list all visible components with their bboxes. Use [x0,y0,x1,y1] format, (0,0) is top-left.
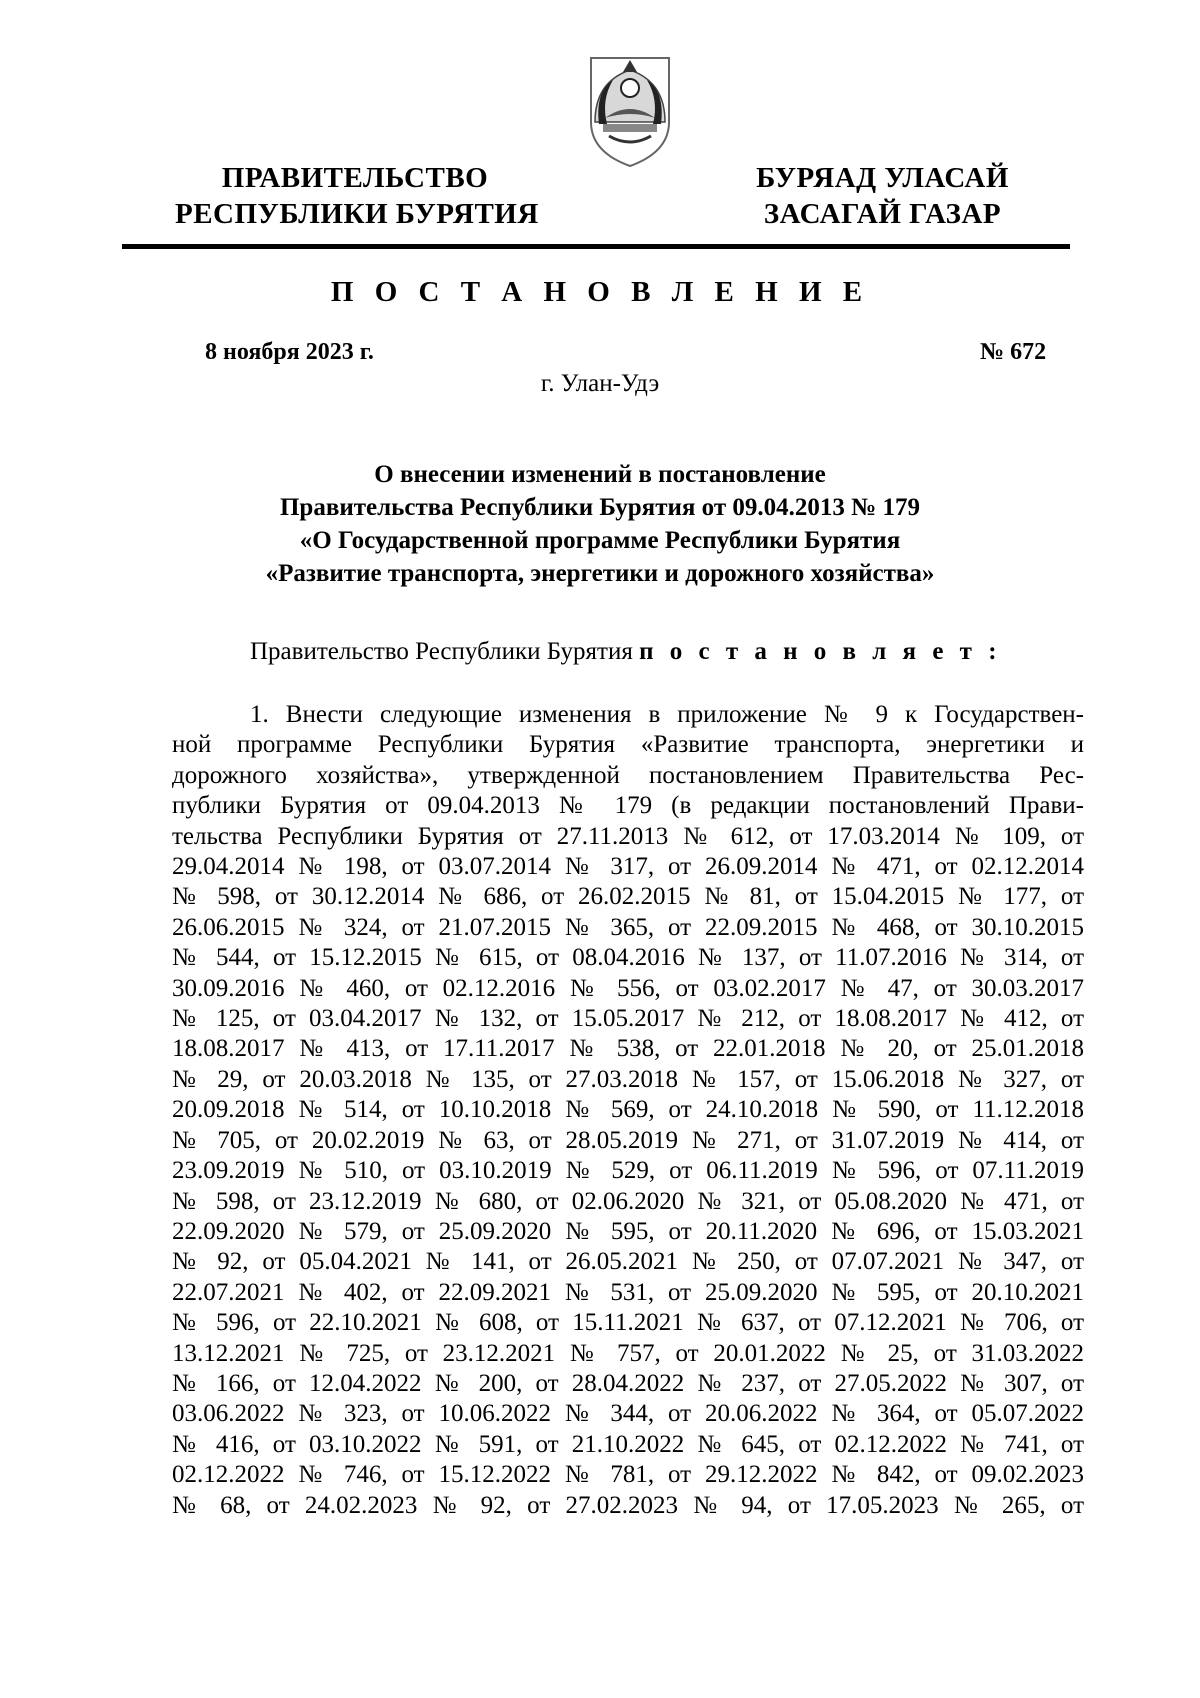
org-name-russian [175,160,539,232]
org-name-russian-line-1: ПРАВИТЕЛЬСТВО [221,162,489,194]
document-number: № 672 [980,339,1047,365]
body-line: № 544, от 15.12.2015 № 615, от 08.04.2016 № 137, от 11.07.2016 № 314, от [172,944,1084,972]
body-line: 03.06.2022 № 323, от 10.06.2022 № 344, от 20.06.2022 № 364, от 05.07.2022 [172,1400,1084,1428]
body-line: 20.09.2018 № 514, от 10.10.2018 № 569, от 24.10.2018 № 590, от 11.12.2018 [172,1096,1084,1124]
document-city: г. Улан-Удэ [540,370,660,397]
body-line: 18.08.2017 № 413, от 17.11.2017 № 538, от 22.01.2018 № 20, от 25.01.2018 [172,1035,1084,1063]
org-name-buryat-line-2: ЗАСАГАЙ ГАЗАР [763,198,1002,230]
document-title-line: Правительства Республики Бурятия от 09.04.2013 № 179 [279,494,920,521]
document-title-line: О внесении изменений в постановление [374,461,826,488]
document-date: 8 ноября 2023 г. [205,339,374,365]
coat-of-arms-icon [585,52,675,170]
body-line: дорожного хозяйства», утвержденной постановлением Правительства Рес- [172,761,1084,789]
body-line: 22.09.2020 № 579, от 25.09.2020 № 595, от 20.11.2020 № 696, от 15.03.2021 [172,1217,1084,1245]
body-line: 1. Внести следующие изменения в приложение № 9 к Государствен- [250,701,1084,728]
body-line: 30.09.2016 № 460, от 02.12.2016 № 556, от 03.02.2017 № 47, от 30.03.2017 [172,974,1084,1002]
document-title-line: «О Государственной программе Республики Бурятия [299,527,901,554]
document-type: П О С Т А Н О В Л Е Н И Е [330,276,870,308]
body-line: 29.04.2014 № 198, от 03.07.2014 № 317, от 26.09.2014 № 471, от 02.12.2014 [172,853,1084,881]
header-divider [122,244,1070,249]
document-title [0,458,1200,590]
document-title-line: «Развитие транспорта, энергетики и дорожного хозяйства» [265,560,935,587]
body-line: № 416, от 03.10.2022 № 591, от 21.10.2022 № 645, от 02.12.2022 № 741, от [172,1430,1084,1458]
org-name-buryat [740,160,1025,232]
preamble [250,638,1002,666]
body-line: № 92, от 05.04.2021 № 141, от 26.05.2021 № 250, от 07.07.2021 № 347, от [172,1248,1084,1276]
body-line: 02.12.2022 № 746, от 15.12.2022 № 781, от 29.12.2022 № 842, от 09.02.2023 [172,1461,1084,1489]
body-paragraph [172,700,1084,1521]
body-line: № 125, от 03.04.2017 № 132, от 15.05.2017 № 212, от 18.08.2017 № 412, от [172,1005,1084,1033]
body-line: № 166, от 12.04.2022 № 200, от 28.04.2022 № 237, от 27.05.2022 № 307, от [172,1369,1084,1397]
org-name-buryat-line-1: БУРЯАД УЛАСАЙ [756,162,1009,194]
body-line: № 68, от 24.02.2023 № 92, от 27.02.2023 № 94, от 17.05.2023 № 265, от [172,1491,1084,1519]
body-line: № 598, от 30.12.2014 № 686, от 26.02.2015 № 81, от 15.04.2015 № 177, от [172,883,1084,911]
body-line: № 596, от 22.10.2021 № 608, от 15.11.2021 № 637, от 07.12.2021 № 706, от [172,1309,1084,1337]
preamble-subject: Правительство Республики Бурятия [250,638,633,665]
body-line: № 705, от 20.02.2019 № 63, от 28.05.2019 № 271, от 31.07.2019 № 414, от [172,1126,1084,1154]
org-name-russian-line-2: РЕСПУБЛИКИ БУРЯТИЯ [175,198,539,230]
preamble-action: п о с т а н о в л я е т : [639,638,1002,665]
body-line: 26.06.2015 № 324, от 21.07.2015 № 365, от 22.09.2015 № 468, от 30.10.2015 [172,913,1084,941]
body-line: тельства Республики Бурятия от 27.11.2013 № 612, от 17.03.2014 № 109, от [172,822,1084,850]
body-line: № 29, от 20.03.2018 № 135, от 27.03.2018 № 157, от 15.06.2018 № 327, от [172,1065,1084,1093]
body-line: 22.07.2021 № 402, от 22.09.2021 № 531, от 25.09.2020 № 595, от 20.10.2021 [172,1278,1084,1306]
body-line: 23.09.2019 № 510, от 03.10.2019 № 529, от 06.11.2019 № 596, от 07.11.2019 [172,1157,1084,1185]
body-line: 13.12.2021 № 725, от 23.12.2021 № 757, от 20.01.2022 № 25, от 31.03.2022 [172,1339,1084,1367]
body-line: ной программе Республики Бурятия «Развитие транспорта, энергетики и [172,731,1084,759]
body-line: № 598, от 23.12.2019 № 680, от 02.06.2020 № 321, от 05.08.2020 № 471, от [172,1187,1084,1215]
body-line: публики Бурятия от 09.04.2013 № 179 (в редакции постановлений Прави- [172,792,1084,820]
